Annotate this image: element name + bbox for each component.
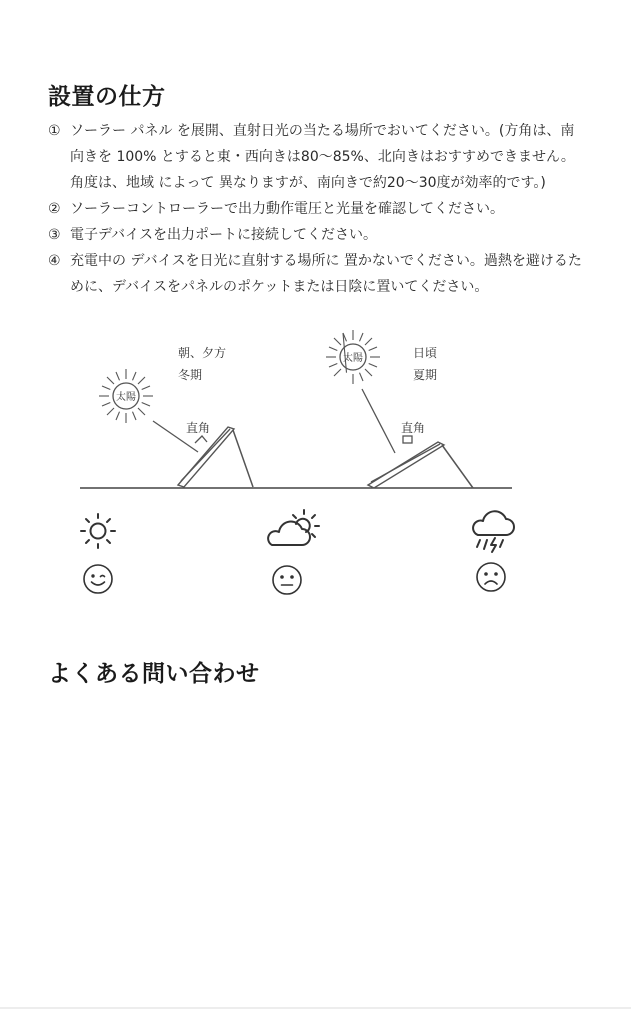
left-solar-panel	[178, 427, 253, 487]
step-number: ②	[48, 201, 61, 217]
step-text: 充電中の デバイスを日光に直射する場所に 置かないでください。過熱を避けるために、デバイスをパネルのポケットまたは日陰に置いてください。	[70, 253, 582, 295]
sun-icon	[326, 330, 380, 384]
step-text: ソーラー パネル を展開、直射日光の当たる場所でおいてください。(方角は、南向きを 100% とすると東・西向きは80〜85%、北向きはおすすめできません。角度は、地域 によって 異なりますが、南向きで約20〜30度が効率的です。)	[70, 123, 575, 191]
smile-face-icon	[81, 562, 115, 596]
faq-heading: よくある問い合わせ	[48, 661, 260, 687]
step-item	[48, 196, 588, 222]
right-time-label: 日頃	[413, 346, 438, 360]
left-time-label: 朝、夕方	[178, 346, 227, 360]
sun-icon	[76, 512, 120, 552]
sun-label: 太陽	[116, 392, 136, 403]
step-number: ③	[48, 227, 61, 243]
right-season-label: 夏期	[413, 368, 438, 382]
right-right-angle-mark	[403, 436, 412, 443]
step-item	[48, 222, 588, 248]
step-item	[48, 118, 588, 196]
sun-label: 太陽	[343, 353, 363, 364]
right-solar-panel	[368, 442, 473, 488]
panel-angle-diagram	[60, 325, 520, 495]
step-text: 電子デバイスを出力ポートに接続してください。	[70, 227, 378, 243]
storm-icon	[466, 509, 518, 555]
partly-cloudy-icon	[262, 507, 324, 551]
setup-heading: 設置の仕方	[48, 84, 166, 110]
right-angle-label: 直角	[401, 421, 426, 435]
right-sun-ray	[362, 389, 395, 453]
left-season-label: 冬期	[178, 368, 203, 382]
step-number: ④	[48, 253, 61, 269]
left-angle-label: 直角	[186, 421, 211, 435]
sad-face-icon	[474, 560, 508, 594]
neutral-face-icon	[270, 563, 304, 597]
sun-icon	[99, 369, 153, 423]
setup-steps-list	[48, 118, 588, 300]
step-item	[48, 248, 588, 300]
step-number: ①	[48, 123, 61, 139]
step-text: ソーラーコントローラーで出力動作電圧と光量を確認してください。	[70, 201, 504, 217]
left-right-angle-mark	[195, 436, 207, 443]
